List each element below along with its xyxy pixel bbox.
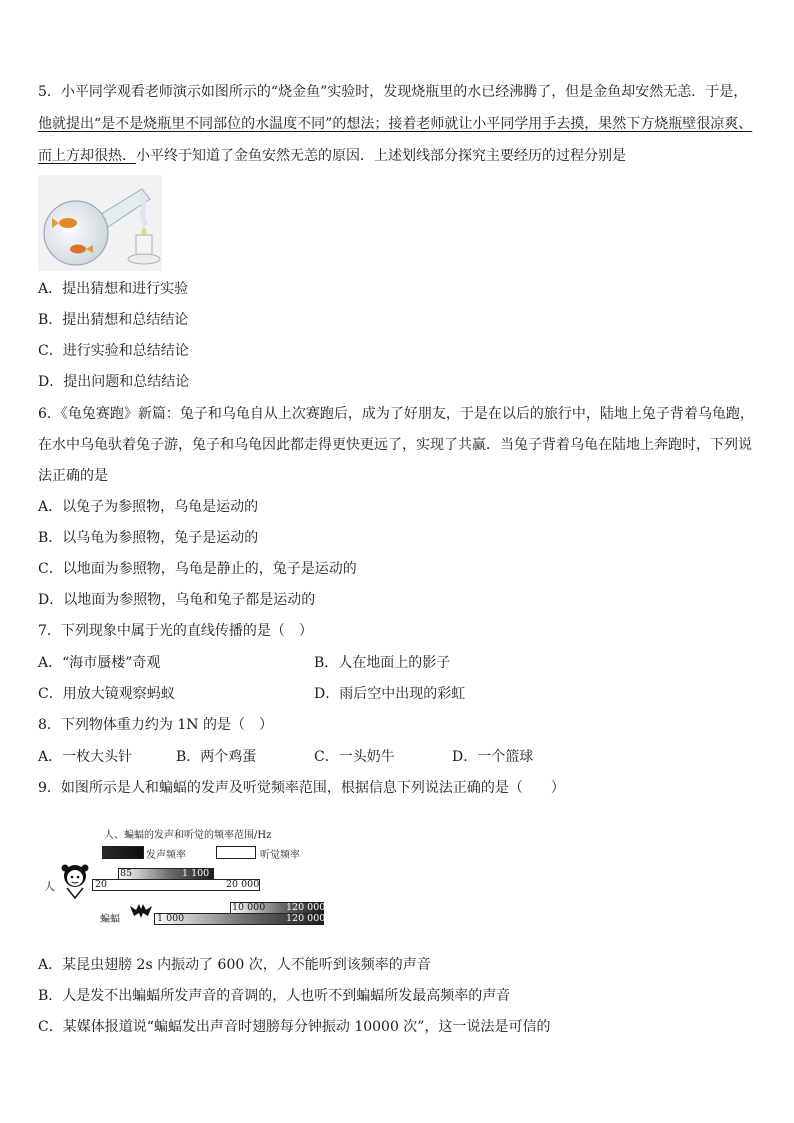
q6-stem-line1: 6．《龟兔赛跑》新篇：兔子和乌龟自从上次赛跑后，成为了好朋友，于是在以后的旅行中，陆地上兔子背着乌龟跑， (38, 406, 754, 422)
bat-icon (128, 900, 154, 922)
q8-option-a[interactable]: A．一枚大头针 (38, 749, 133, 765)
q5-underlined-text: 而上方却很热． (38, 148, 136, 164)
legend-emit-swatch (102, 846, 144, 859)
q9-option-b[interactable]: B．人是发不出蝙蝠所发声音的音调的，人也听不到蝙蝠所发最高频率的声音 (38, 988, 511, 1004)
bat-label: 蝙蝠 (100, 914, 120, 925)
q8-option-d[interactable]: D．一个篮球 (452, 749, 534, 765)
figure-title: 人、蝙蝠的发声和听觉的频率范围/Hz (104, 830, 272, 841)
q9-option-c[interactable]: C．某媒体报道说“蝙蝠发出声音时翅膀每分钟振动 10000 次”，这一说法是可信的 (38, 1019, 551, 1035)
q7-option-a[interactable]: A．“海市蜃楼”奇观 (38, 655, 161, 671)
q6-option-b[interactable]: B．以乌龟为参照物，兔子是运动的 (38, 530, 259, 546)
q8-stem: 8．下列物体重力约为 1N 的是（ ） (38, 717, 273, 733)
q6-stem-line2: 在水中乌龟驮着兔子游，兔子和乌龟因此都走得更快更远了，实现了共赢．当兔子背着乌龟在陆地上奔跑时，下列说 (38, 437, 752, 453)
q5-stem-line1: 5．小平同学观看老师演示如图所示的“烧金鱼”实验时，发现烧瓶里的水已经沸腾了，但是金鱼却安然无恙．于是， (38, 84, 748, 100)
q7-stem: 7．下列现象中属于光的直线传播的是（ ） (38, 623, 313, 639)
bat-emit-high-label: 120 000 (286, 902, 326, 913)
bat-hear-low-label: 1 000 (157, 913, 185, 924)
q9-stem: 9．如图所示是人和蝙蝠的发声及听觉频率范围，根据信息下列说法正确的是（ ） (38, 780, 565, 796)
q6-option-c[interactable]: C．以地面为参照物，乌龟是静止的，兔子是运动的 (38, 561, 357, 577)
q6-option-d[interactable]: D．以地面为参照物，乌龟和兔子都是运动的 (38, 592, 316, 608)
human-hear-low-label: 20 (95, 879, 108, 890)
frequency-range-figure (40, 824, 340, 934)
human-hear-high-label: 20 000 (226, 879, 260, 890)
q5-option-b[interactable]: B．提出猜想和总结结论 (38, 312, 189, 328)
q6-stem-line3: 法正确的是 (38, 468, 108, 484)
q5-stem-line3 (38, 146, 626, 166)
human-emit-low-label: 85 (120, 868, 133, 879)
legend-hear-swatch (216, 846, 256, 859)
q5-option-c[interactable]: C．进行实验和总结结论 (38, 343, 189, 359)
q7-option-b[interactable]: B．人在地面上的影子 (314, 655, 451, 671)
q5-option-a[interactable]: A．提出猜想和进行实验 (38, 281, 189, 297)
q5-stem-rest: 小平终于知道了金鱼安然无恙的原因．上述划线部分探究主要经历的过程分别是 (136, 148, 626, 164)
goldfish-flask-illustration (38, 175, 162, 271)
human-icon (58, 860, 92, 900)
bat-hear-high-label: 120 000 (286, 913, 326, 924)
bat-emit-low-label: 10 000 (232, 902, 266, 913)
legend-hear-label: 听觉频率 (260, 850, 300, 861)
q8-option-b[interactable]: B．两个鸡蛋 (176, 749, 257, 765)
goldfish-flask-image (38, 175, 162, 271)
q7-option-c[interactable]: C．用放大镜观察蚂蚁 (38, 686, 175, 702)
q9-option-a[interactable]: A．某昆虫翅膀 2s 内振动了 600 次，人不能听到该频率的声音 (38, 957, 431, 973)
q5-stem-line2: 他就提出“是不是烧瓶里不同部位的水温度不同”的想法；接着老师就让小平同学用手去摸，果然下方烧瓶壁很凉爽、 (38, 116, 753, 132)
q5-option-d[interactable]: D．提出问题和总结结论 (38, 374, 190, 390)
human-emit-high-label: 1 100 (182, 868, 210, 879)
human-label: 人 (44, 880, 55, 893)
legend-emit-label: 发声频率 (146, 850, 186, 861)
q8-option-c[interactable]: C．一头奶牛 (314, 749, 395, 765)
q7-option-d[interactable]: D．雨后空中出现的彩虹 (314, 686, 466, 702)
q6-option-a[interactable]: A．以兔子为参照物，乌龟是运动的 (38, 499, 259, 515)
